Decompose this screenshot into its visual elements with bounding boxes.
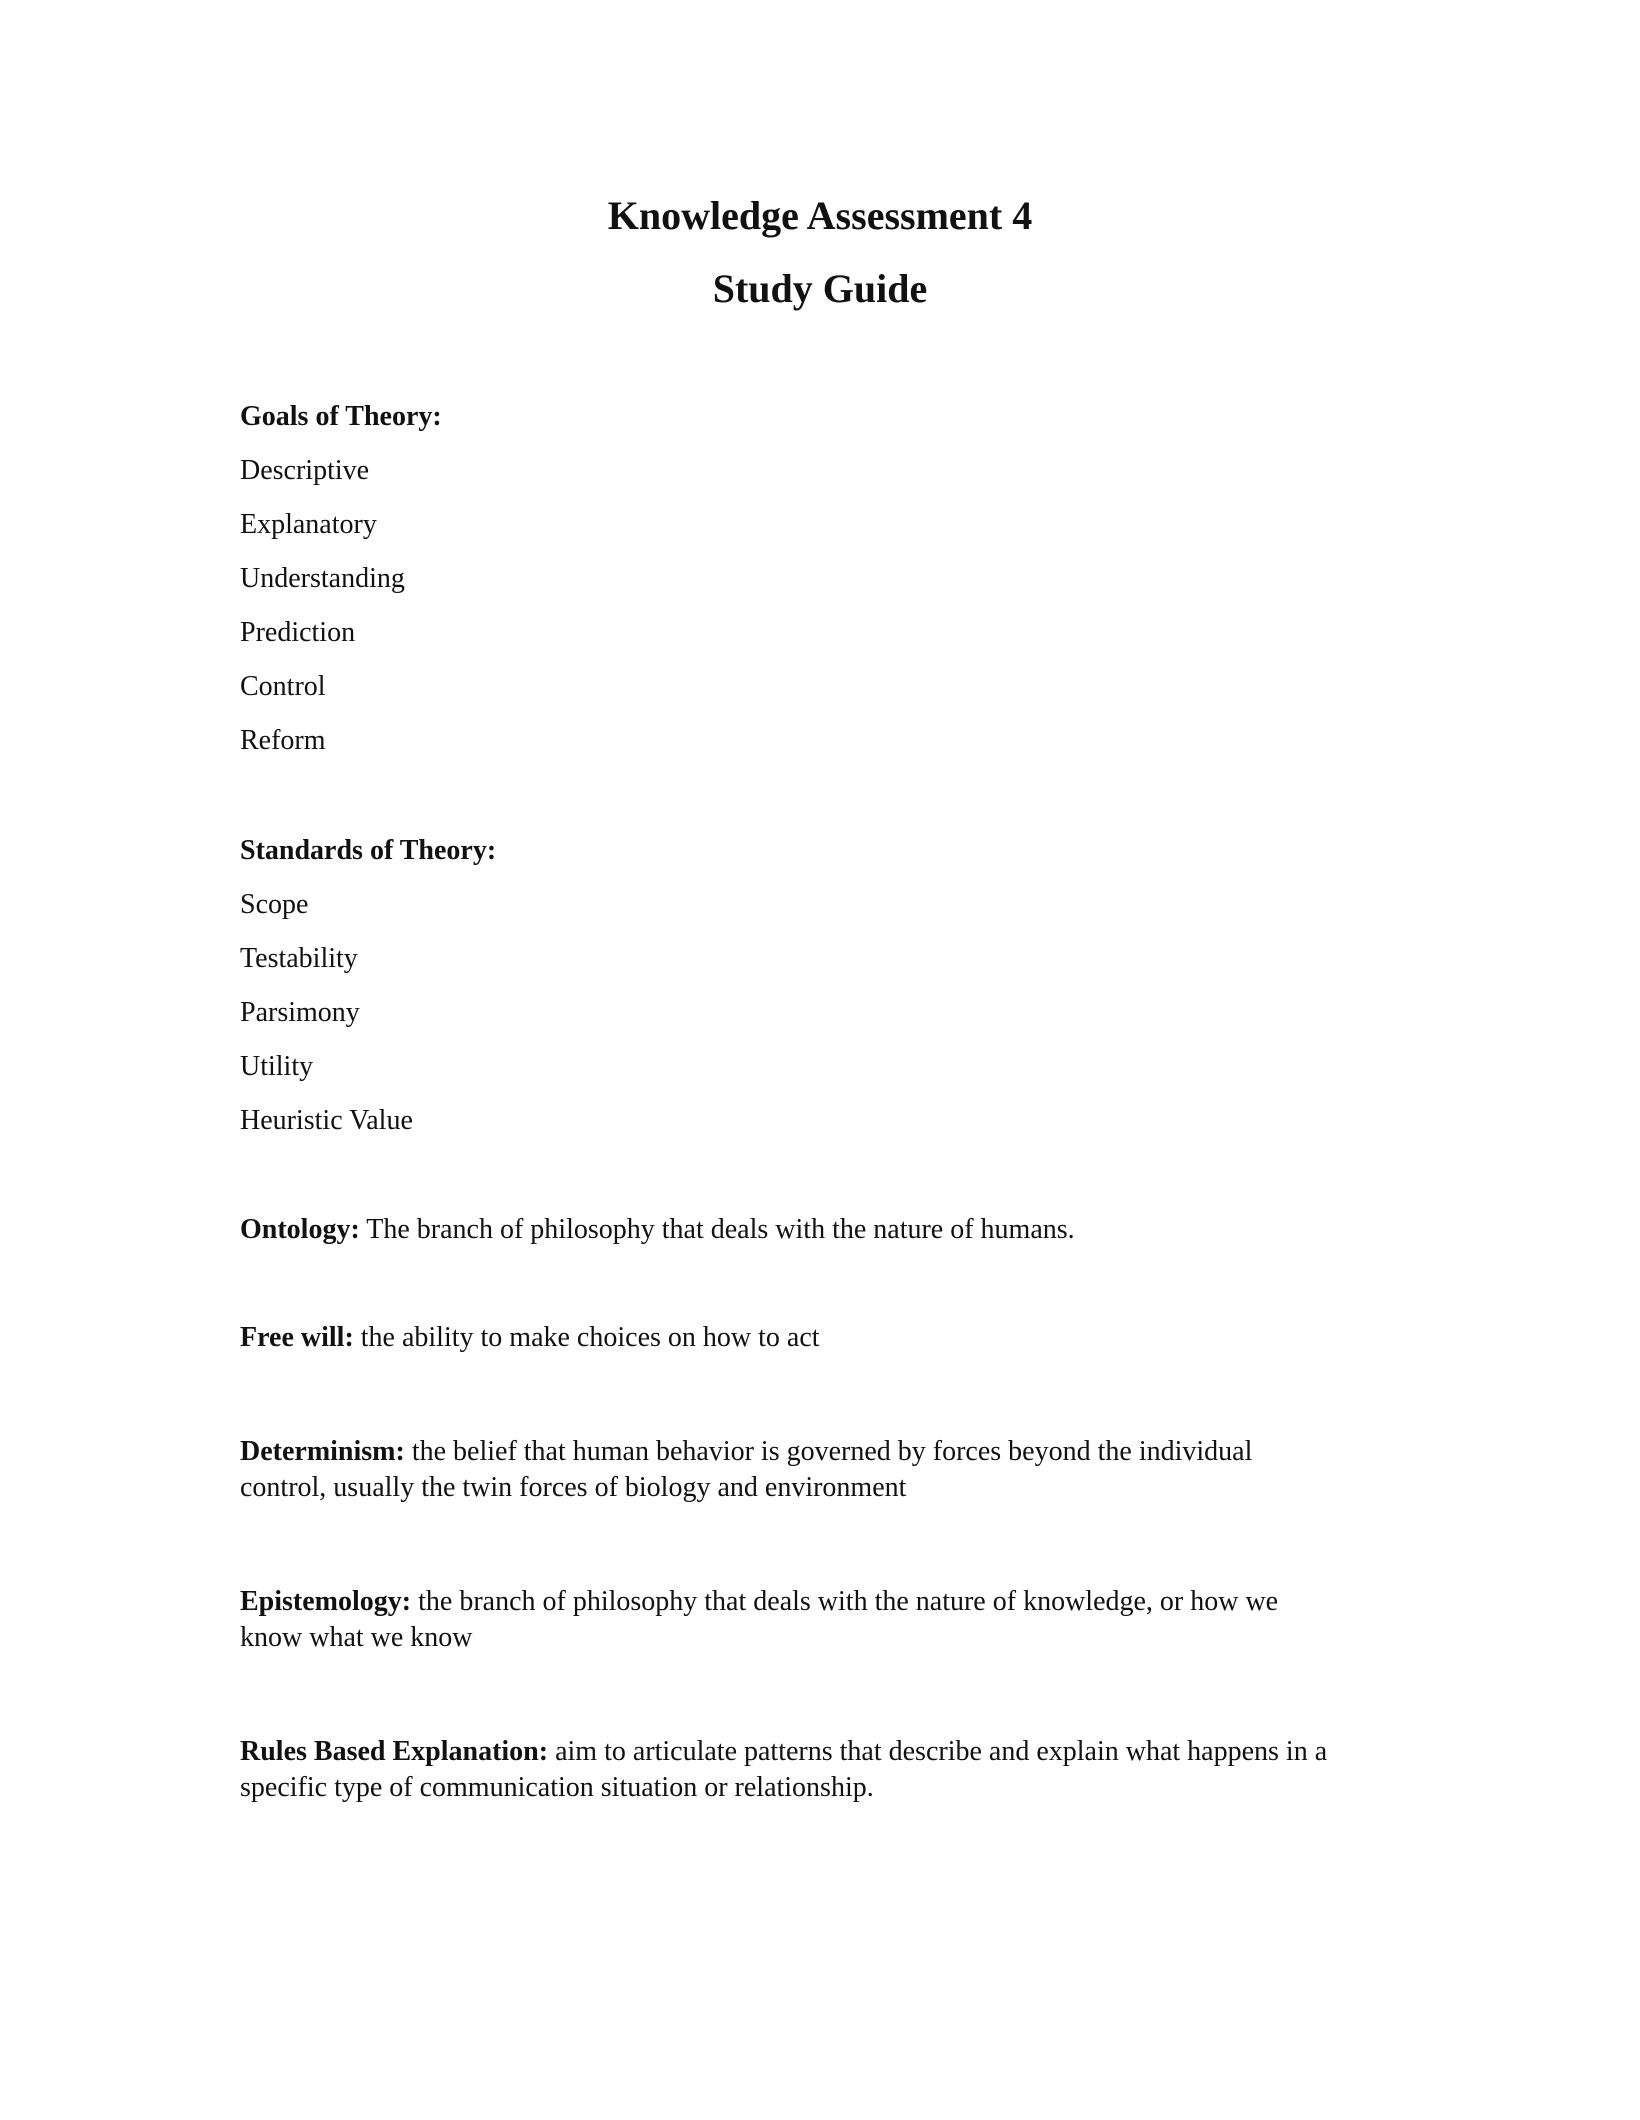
- definition-term: Free will:: [240, 1322, 354, 1353]
- definition-term: Determinism:: [240, 1436, 405, 1467]
- standards-item: Heuristic Value: [240, 1105, 413, 1136]
- definition-rules-based-explanation: [240, 1734, 1380, 1806]
- document-subtitle: Study Guide: [712, 266, 928, 311]
- definition-term: Epistemology:: [240, 1586, 412, 1617]
- goals-item: Prediction: [240, 617, 356, 648]
- goals-heading: Goals of Theory:: [240, 401, 442, 432]
- standards-item: Testability: [240, 943, 358, 974]
- goals-item: Control: [240, 671, 326, 702]
- definition-text: the belief that human behavior is governed by forces beyond the individual control, usually the twin forces of biology and environment: [240, 1436, 1253, 1503]
- goals-item: Explanatory: [240, 509, 377, 540]
- goals-item: Descriptive: [240, 455, 370, 486]
- definition-term: Rules Based Explanation:: [240, 1736, 549, 1767]
- goals-item: Reform: [240, 725, 326, 756]
- definition-epistemology: [240, 1584, 1330, 1656]
- standards-item: Utility: [240, 1051, 314, 1082]
- definition-text: the branch of philosophy that deals with the nature of knowledge, or how we know what we know: [240, 1586, 1279, 1653]
- definition-term: Ontology:: [240, 1214, 360, 1245]
- goals-item: Understanding: [240, 563, 405, 594]
- standards-item: Parsimony: [240, 997, 360, 1028]
- standards-heading: Standards of Theory:: [240, 835, 497, 866]
- definition-free-will: [240, 1320, 1400, 1356]
- document-title: Knowledge Assessment 4: [607, 193, 1033, 238]
- definition-text: The branch of philosophy that deals with the nature of humans.: [359, 1214, 1075, 1245]
- definition-text: the ability to make choices on how to act: [353, 1322, 820, 1353]
- standards-item: Scope: [240, 889, 309, 920]
- definition-ontology: [240, 1212, 1400, 1248]
- definition-text: aim to articulate patterns that describe and explain what happens in a specific type of communication situation or relationship.: [240, 1736, 1328, 1803]
- definition-determinism: [240, 1434, 1300, 1506]
